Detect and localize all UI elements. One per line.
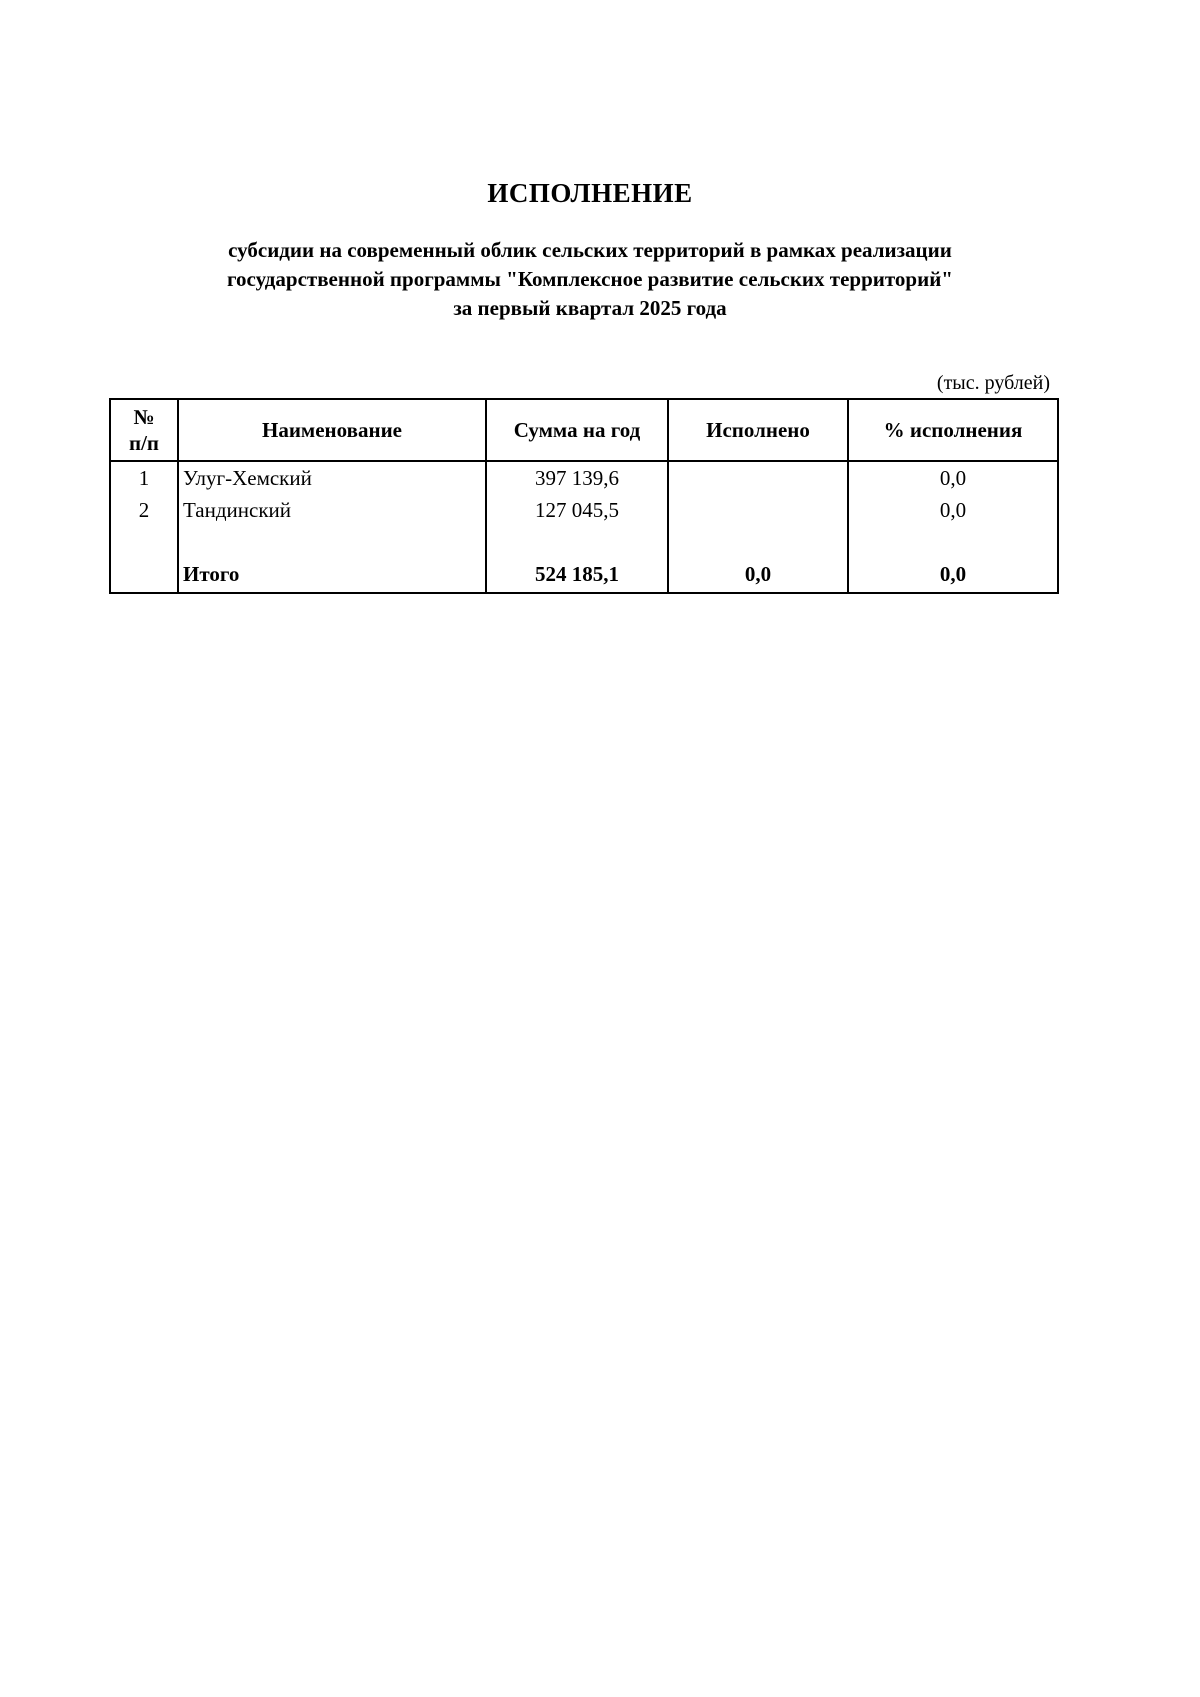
row-num: 2 [110, 494, 178, 526]
document-title: ИСПОЛНЕНИЕ [487, 178, 693, 208]
total-annual-sum: 524 185,1 [486, 556, 668, 593]
document-subtitle [0, 236, 1180, 323]
subtitle-line-2: государственной программы "Комплексное развитие сельских территорий" [227, 267, 953, 291]
subtitle-line-3: за первый квартал 2025 года [453, 296, 727, 320]
total-percent: 0,0 [848, 556, 1058, 593]
table-row [110, 461, 1058, 494]
header-num-line2: п/п [128, 431, 160, 455]
header-executed: Исполнено [668, 399, 848, 461]
row-executed [668, 494, 848, 526]
row-annual-sum: 397 139,6 [486, 461, 668, 494]
total-executed: 0,0 [668, 556, 848, 593]
row-percent: 0,0 [848, 494, 1058, 526]
row-name: Тандинский [178, 494, 486, 526]
spacer-row [110, 526, 1058, 556]
header-annual-sum: Сумма на год [486, 399, 668, 461]
subtitle-line-1: субсидии на современный облик сельских территорий в рамках реализации [228, 238, 952, 262]
total-label: Итого [178, 556, 486, 593]
total-row [110, 556, 1058, 593]
row-name: Улуг-Хемский [178, 461, 486, 494]
table-header-row [110, 399, 1058, 461]
header-name: Наименование [178, 399, 486, 461]
row-annual-sum: 127 045,5 [486, 494, 668, 526]
execution-table [109, 398, 1059, 594]
header-percent: % исполнения [848, 399, 1058, 461]
header-num [110, 399, 178, 461]
row-percent: 0,0 [848, 461, 1058, 494]
units-label: (тыс. рублей) [936, 372, 1050, 394]
row-executed [668, 461, 848, 494]
total-num [110, 556, 178, 593]
table-row [110, 494, 1058, 526]
header-num-line1: № [133, 405, 155, 429]
row-num: 1 [110, 461, 178, 494]
